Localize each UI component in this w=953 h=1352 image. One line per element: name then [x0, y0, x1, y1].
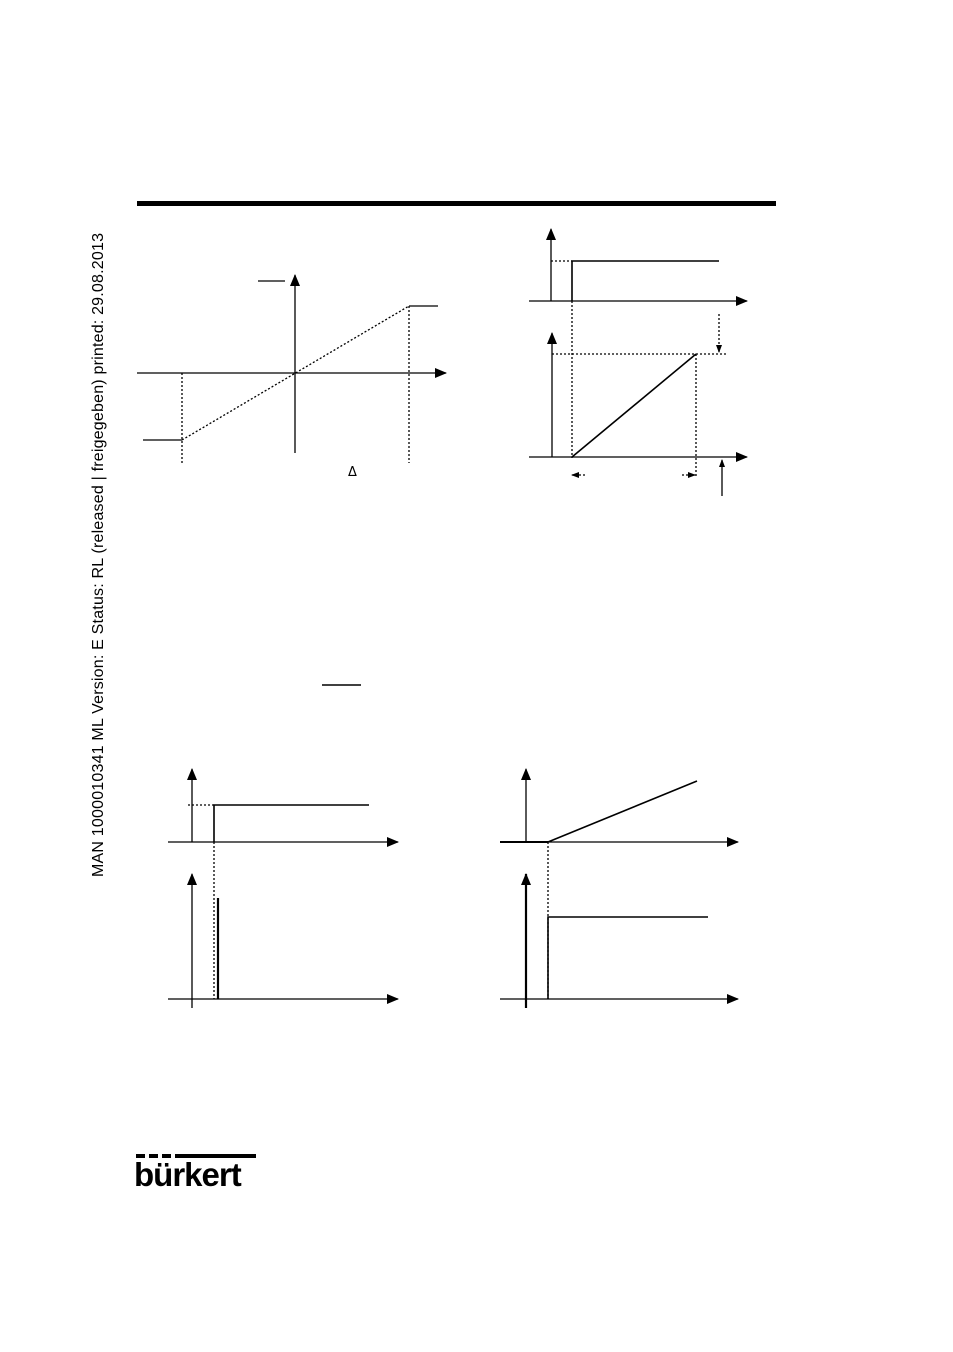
ramp-step-response-diagram	[500, 769, 738, 1008]
step-ramp-response-diagram	[529, 229, 747, 496]
proportional-characteristic-diagram	[137, 275, 446, 463]
step-signal	[572, 261, 719, 301]
delta-symbol: Δ	[348, 465, 357, 480]
step-impulse-response-diagram	[168, 769, 398, 1008]
step-signal	[214, 805, 369, 842]
ramp-response-line	[572, 354, 696, 457]
document-status-note: MAN 1000010341 ML Version: E Status: RL (released | freigegeben) printed: 29.08.2013	[90, 232, 107, 877]
ramp-signal	[548, 781, 697, 842]
step-response	[548, 917, 708, 999]
burkert-logo	[134, 1154, 258, 1194]
brand-wordmark: bürkert	[134, 1156, 241, 1193]
